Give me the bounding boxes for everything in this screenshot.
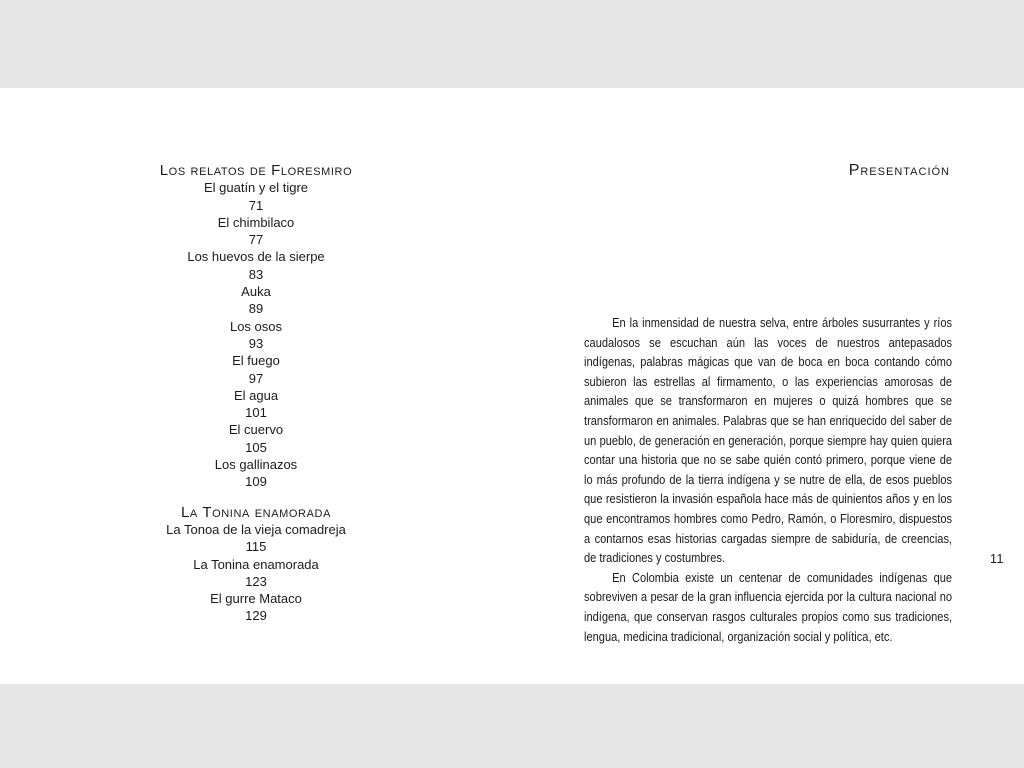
toc-entry-page: 129 — [245, 608, 267, 624]
toc-section-heading: La Tonina enamorada — [180, 503, 332, 521]
toc-entry-title: La Tonoa de la vieja comadreja — [166, 521, 346, 537]
toc-entry-title: Los osos — [229, 318, 283, 334]
toc-entry-title: Los huevos de la sierpe — [187, 249, 325, 265]
toc-entry-page: 105 — [245, 439, 267, 455]
toc-entry-page: 89 — [248, 301, 264, 317]
toc-entry-title: El agua — [233, 387, 279, 403]
toc-entry-page: 97 — [248, 370, 264, 386]
table-of-contents — [0, 162, 512, 625]
presentation-paragraph: En Colombia existe un centenar de comunidades indígenas que sobreviven a pesar de la gran influencia ejercida por la cultura nacional no indígena, que conservan rasgos culturales propios como sus tradiciones, lengua, medicina tradicional, organización social y política, etc. — [584, 569, 953, 644]
toc-entry-page: 109 — [245, 474, 267, 490]
toc-entry-title: Auka — [241, 284, 271, 300]
toc-entry-page: 93 — [248, 335, 264, 351]
toc-entry-page: 123 — [245, 573, 267, 589]
toc-entry-title: El fuego — [232, 353, 280, 369]
presentation-heading: Presentación — [848, 162, 950, 179]
toc-entry-page: 83 — [248, 266, 264, 282]
toc-entry-title: El chimbilaco — [217, 214, 295, 230]
toc-entry-title: El gurre Mataco — [210, 591, 302, 607]
toc-entry-page: 115 — [245, 539, 267, 555]
toc-section — [0, 504, 512, 625]
toc-section — [0, 162, 512, 491]
toc-entry-title: El cuervo — [228, 422, 284, 438]
toc-section-heading: Los relatos de Floresmiro — [159, 162, 353, 179]
presentation-body — [584, 313, 952, 646]
bottom-letterbox-bar — [0, 684, 1024, 768]
toc-entry-title: La Tonina enamorada — [193, 556, 319, 572]
page-number: 11 — [990, 552, 1004, 566]
toc-entry-title: El guatín y el tigre — [203, 180, 309, 196]
toc-entry-page: 101 — [245, 405, 267, 421]
toc-entry-page: 71 — [248, 197, 264, 213]
presentation-paragraph: En la inmensidad de nuestra selva, entre árboles susurrantes y ríos caudalosos se escuchan aún las voces de nuestros antepasados indígenas, palabras mágicas que van de boca en boca contando cómo subieron las estrellas al firmamento, o las experiencias amorosas de animales que se transformaron en mujeres o quizá hombres que se transformaron en animales. Palabras que se han enriquecido del saber de un pueblo, de generación en generación, porque siempre hay quien quiera contar una historia que no se sabe quién contó primero, porque viene de lo más profundo de la tierra indígena y se nutre de ella, de esos pueblos que resistieron la invasión española hace más de quinientos años y en los que encontramos hombres como Pedro, Ramón, o Floresmiro, dispuestos a contarnos esas historias cargadas siempre de sabiduría, de creencias, de tradiciones y costumbres. — [584, 315, 953, 566]
top-letterbox-bar — [0, 0, 1024, 88]
toc-entry-page: 77 — [248, 232, 264, 248]
toc-entry-title: Los gallinazos — [214, 457, 298, 473]
